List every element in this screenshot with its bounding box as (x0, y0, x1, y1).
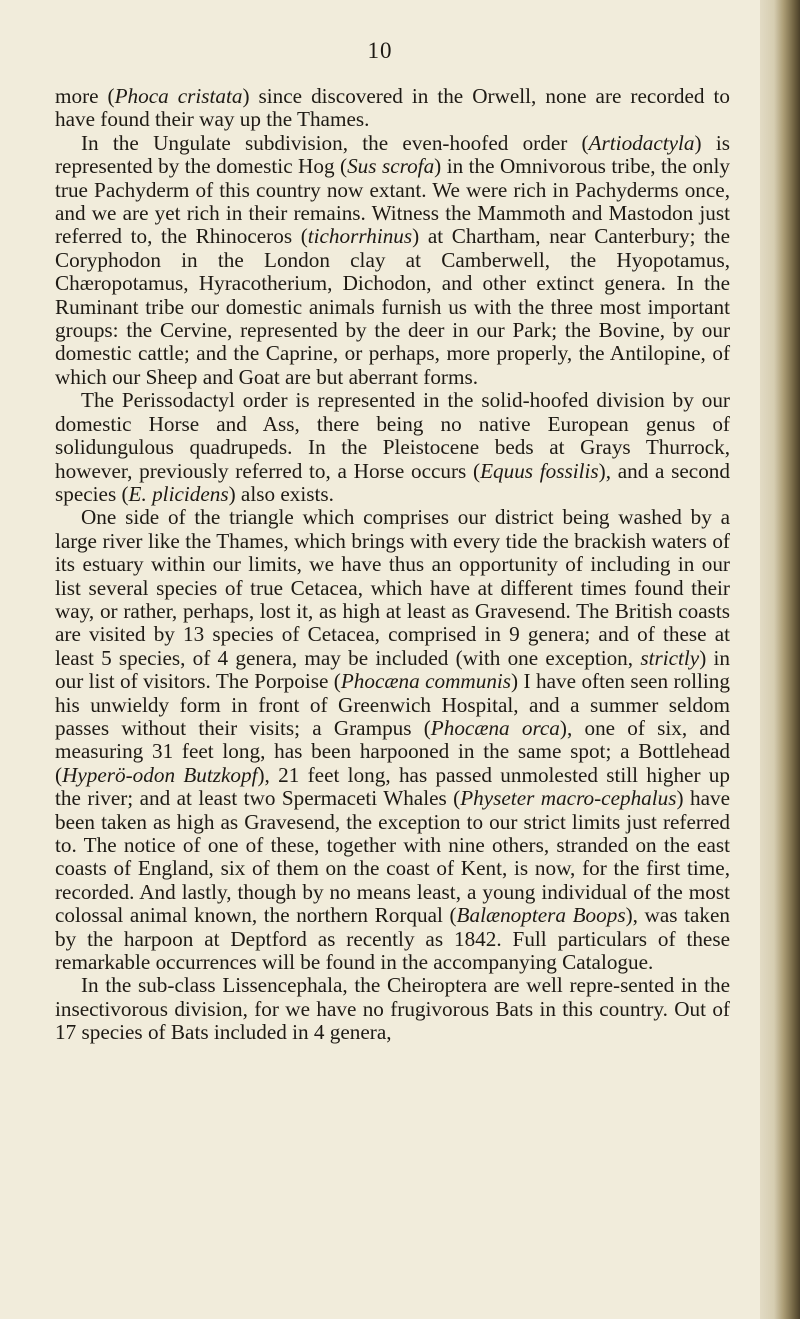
page-gutter (760, 0, 800, 1319)
species-name: Equus fossilis (480, 458, 599, 483)
species-name: tichorrhinus (307, 224, 413, 249)
species-name: Sus scrofa (347, 154, 435, 179)
species-name: Physeter macro-cephalus (460, 786, 677, 811)
paragraph: One side of the triangle which comprises our district being washed by a large river like the Thames, which brings with every tide the brackish waters of its estuary within our limits, we have thus an opportunity of including in our list several species of true Cetacea, which have at different times found their way, or rather, perhaps, lost it, as high at least as Gravesend. The British coasts are visited by 13 species of Cetacea, comprised in 9 genera; and of these at least 5 species, of 4 genera, may be included (with one exception, strictly) in our list of visitors. The Porpoise (Phocæna communis) I have often seen rolling his unwieldy form in front of Greenwich Hospital, and a summer seldom passes without their visits; a Grampus (Phocæna orca), one of six, and measuring 31 feet long, has been harpooned in the same spot; a Bottlehead (Hyperö-odon Butzkopf), 21 feet long, has passed unmolested still higher up the river; and at least two Spermaceti Whales (Physeter macro-cephalus) have been taken as high as Gravesend, the exception to our strict limits just referred to. The notice of one of these, together with nine others, stranded on the east coasts of England, six of them on the coast of Kent, is now, for the first time, recorded. And lastly, though by no means least, a young individual of the most colossal animal known, the northern Rorqual (Balænoptera Boops), was taken by the harpoon at Deptford as recently as 1842. Full particulars of these remarkable occurrences will be found in the accompanying Catalogue. (55, 505, 730, 975)
paragraph: more (Phoca cristata) since discovered in the Orwell, none are recorded to have found their way up the Thames. (55, 84, 730, 132)
paragraph: In the sub-class Lissencephala, the Cheiroptera are well repre-sented in the insectivorous division, for we have no frugivorous Bats in this country. Out of 17 species of Bats included in 4 genera, (55, 973, 730, 1045)
species-name: Phocæna communis (340, 669, 512, 694)
species-name: Hyperö-odon Butzkopf (62, 762, 258, 787)
paragraph: In the Ungulate subdivision, the even-hoofed order (Artiodactyla) is represented by the domestic Hog (Sus scrofa) in the Omnivorous tribe, the only true Pachyderm of this country now extant. We were rich in Pachyderms once, and we are yet rich in their remains. Witness the Mammoth and Mastodon just referred to, the Rhinoceros (tichorrhinus) at Chartham, near Canterbury; the Coryphodon in the London clay at Camberwell, the Hyopotamus, Chæropotamus, Hyracotherium, Dichodon, and other extinct genera. In the Ruminant tribe our domestic animals furnish us with the three most important groups: the Cervine, represented by the deer in our Park; the Bovine, by our domestic cattle; and the Caprine, or perhaps, more properly, the Antilopine, of which our Sheep and Goat are but aberrant forms. (55, 130, 730, 389)
page-number: 10 (367, 38, 393, 63)
species-name: Balænoptera Boops (456, 903, 626, 928)
body-text (55, 85, 730, 1045)
paragraph: The Perissodactyl order is represented in the solid-hoofed division by our domestic Horse and Ass, there being no native European genus of solidungulous quadrupeds. In the Pleistocene beds at Grays Thurrock, however, previously referred to, a Horse occurs (Equus fossilis), and a second species (E. plicidens) also exists. (55, 388, 730, 506)
species-name: E. plicidens (128, 481, 229, 506)
species-name: Phoca cristata (114, 84, 243, 108)
species-name: Artiodactyla (588, 130, 695, 155)
species-name: Phocæna orca (430, 715, 560, 740)
emphasis: strictly (640, 645, 700, 670)
